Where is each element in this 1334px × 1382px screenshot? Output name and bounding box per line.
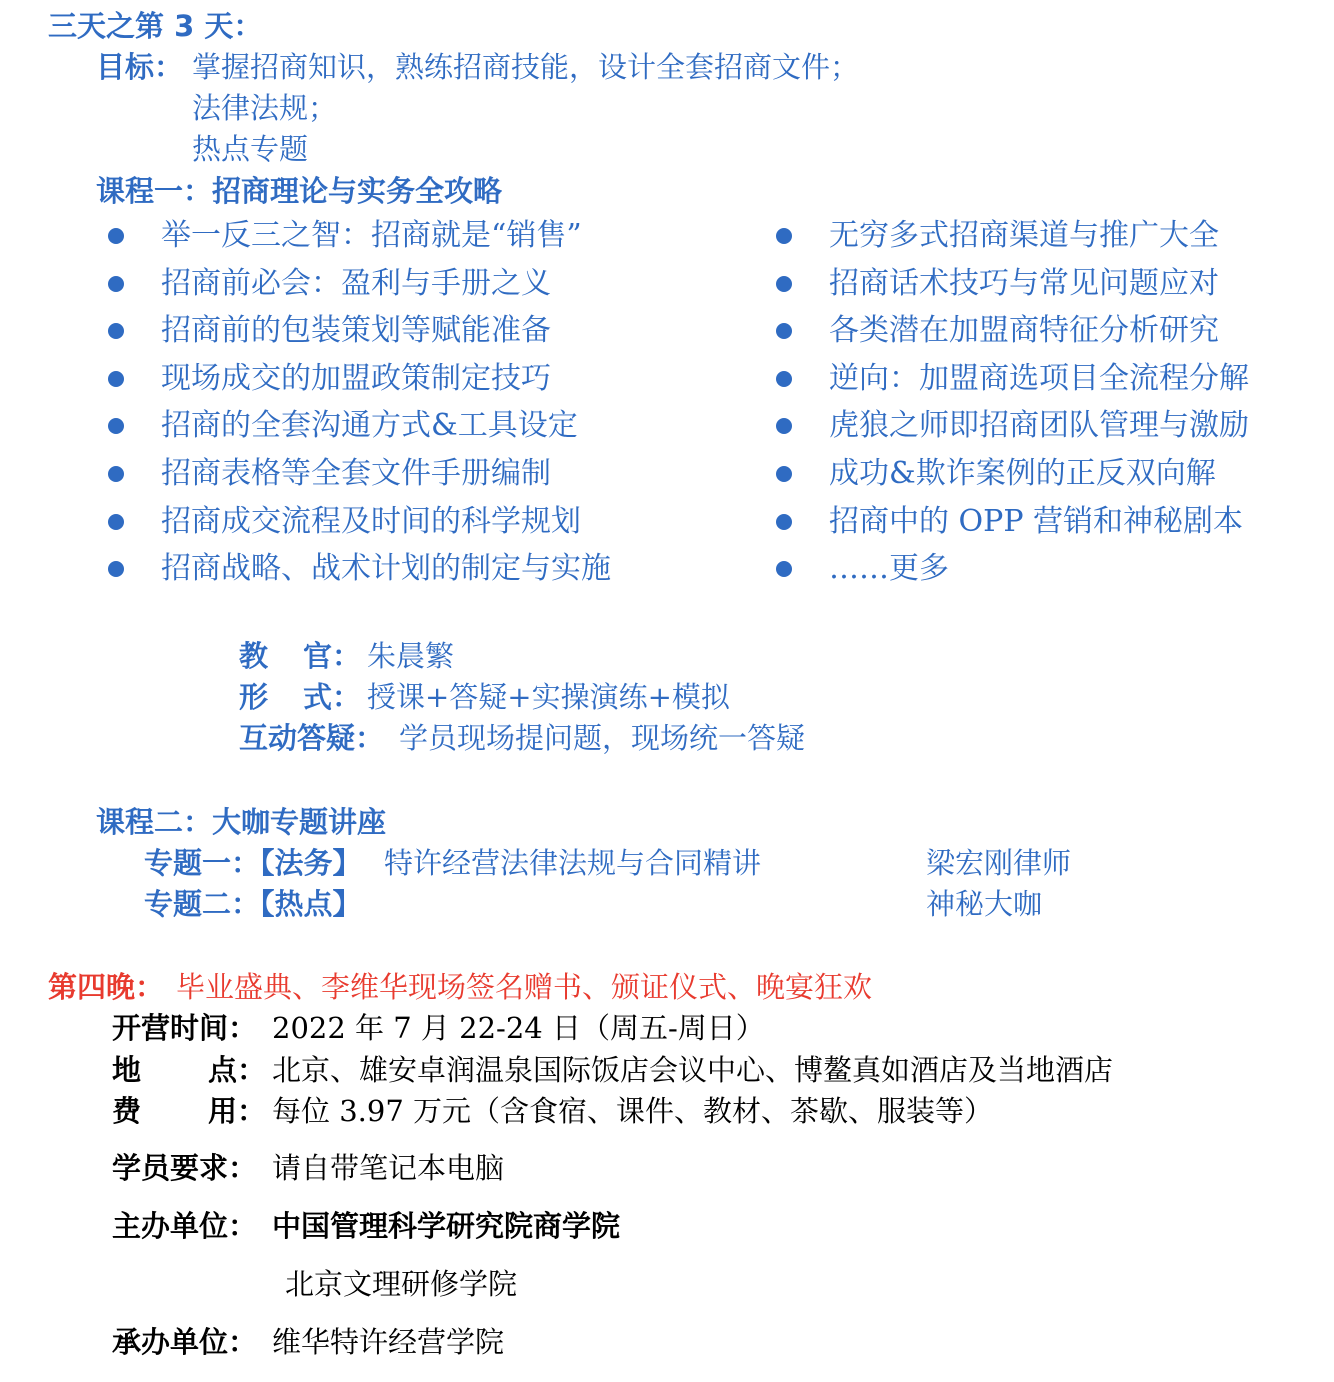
fee-label-b: 用： xyxy=(208,1094,267,1128)
organizer-value: 维华特许经营学院 xyxy=(272,1325,505,1359)
topic1-label: 专题一：【法务】 xyxy=(144,846,362,880)
list-item: 招商话术技巧与常见问题应对 xyxy=(829,266,1219,301)
list-item: ……更多 xyxy=(829,551,949,586)
place-label-a: 地 xyxy=(112,1053,142,1087)
bullet-icon xyxy=(776,276,792,292)
fee-value: 每位 3.97 万元（含食宿、课件、教材、茶歇、服装等） xyxy=(272,1094,994,1128)
organizer-label: 承办单位： xyxy=(112,1325,258,1359)
list-item: 招商成交流程及时间的科学规划 xyxy=(161,504,581,539)
topic2-speaker: 神秘大咖 xyxy=(926,887,1043,921)
bullet-icon xyxy=(108,514,124,530)
bullet-icon xyxy=(108,561,124,577)
bullet-icon xyxy=(776,466,792,482)
list-item: 招商前必会：盈利与手册之义 xyxy=(161,266,551,301)
bullet-icon xyxy=(776,371,792,387)
qa-value: 学员现场提问题，现场统一答疑 xyxy=(399,721,806,755)
list-item: 招商的全套沟通方式&工具设定 xyxy=(161,408,578,443)
time-label: 开营时间： xyxy=(112,1011,258,1045)
topic1-value: 特许经营法律法规与合同精讲 xyxy=(384,846,762,880)
format-label-b: 式： xyxy=(303,680,362,714)
list-item: 招商表格等全套文件手册编制 xyxy=(161,456,551,491)
bullet-icon xyxy=(108,466,124,482)
place-label-b: 点： xyxy=(208,1053,267,1087)
format-label-a: 形 xyxy=(239,680,269,714)
list-item: 无穷多式招商渠道与推广大全 xyxy=(829,218,1219,253)
night4-value: 毕业盛典、李维华现场签名赠书、颁证仪式、晚宴狂欢 xyxy=(176,970,873,1004)
list-item: 逆向：加盟商选项目全流程分解 xyxy=(829,361,1249,396)
time-value: 2022 年 7 月 22-24 日（周五-周日） xyxy=(272,1011,765,1045)
goal-line-3: 热点专题 xyxy=(192,132,309,166)
day-heading: 三天之第 3 天： xyxy=(48,9,263,43)
place-value: 北京、雄安卓润温泉国际饭店会议中心、博鳌真如酒店及当地酒店 xyxy=(272,1053,1114,1087)
bullet-icon xyxy=(776,323,792,339)
bullet-icon xyxy=(776,514,792,530)
topic1-speaker: 梁宏刚律师 xyxy=(926,846,1072,880)
instructor-label-b: 官： xyxy=(303,639,362,673)
list-item: 各类潜在加盟商特征分析研究 xyxy=(829,313,1219,348)
list-item: 招商前的包装策划等赋能准备 xyxy=(161,313,551,348)
list-item: 现场成交的加盟政策制定技巧 xyxy=(161,361,551,396)
host-label: 主办单位： xyxy=(112,1209,258,1243)
qa-label: 互动答疑： xyxy=(239,721,385,755)
night4-label: 第四晚： xyxy=(48,970,165,1004)
bullet-icon xyxy=(776,228,792,244)
goal-line-1: 掌握招商知识，熟练招商技能，设计全套招商文件； xyxy=(192,50,860,84)
fee-label-a: 费 xyxy=(112,1094,142,1128)
instructor-value: 朱晨繁 xyxy=(367,639,455,673)
format-value: 授课+答疑+实操演练+模拟 xyxy=(367,680,730,714)
topic2-label: 专题二：【热点】 xyxy=(144,887,362,921)
requirement-value: 请自带笔记本电脑 xyxy=(272,1151,505,1185)
bullet-icon xyxy=(108,323,124,339)
list-item: 虎狼之师即招商团队管理与激励 xyxy=(829,408,1249,443)
bullet-icon xyxy=(108,371,124,387)
host-value-2: 北京文理研修学院 xyxy=(285,1267,518,1301)
list-item: 招商战略、战术计划的制定与实施 xyxy=(161,551,611,586)
course1-title: 课程一：招商理论与实务全攻略 xyxy=(96,174,503,208)
list-item: 招商中的 OPP 营销和神秘剧本 xyxy=(829,504,1244,539)
requirement-label: 学员要求： xyxy=(112,1151,258,1185)
goal-line-2: 法律法规； xyxy=(192,91,338,125)
bullet-icon xyxy=(108,418,124,434)
bullet-icon xyxy=(108,228,124,244)
bullet-icon xyxy=(776,561,792,577)
bullet-icon xyxy=(108,276,124,292)
instructor-label-a: 教 xyxy=(239,639,269,673)
course2-title: 课程二：大咖专题讲座 xyxy=(96,805,387,839)
list-item: 举一反三之智：招商就是“销售” xyxy=(161,218,582,253)
bullet-icon xyxy=(776,418,792,434)
list-item: 成功&欺诈案例的正反双向解 xyxy=(829,456,1216,491)
host-value-1: 中国管理科学研究院商学院 xyxy=(272,1209,621,1243)
goal-label: 目标： xyxy=(96,50,184,84)
